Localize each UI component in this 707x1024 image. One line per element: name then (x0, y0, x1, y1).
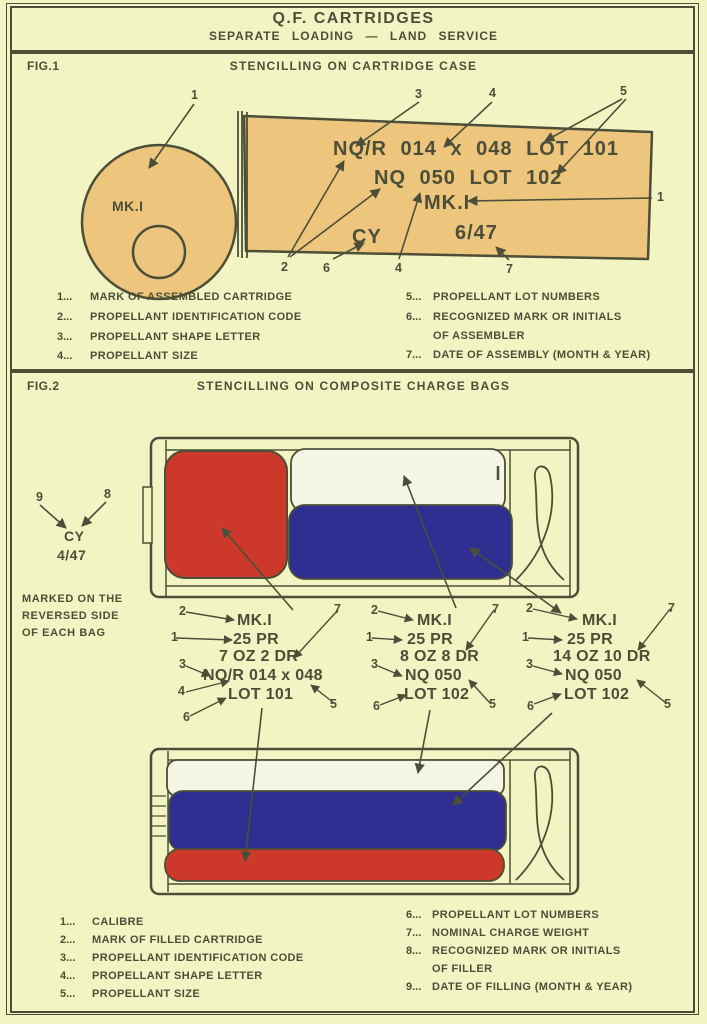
legend-num: 1... (60, 916, 76, 928)
group3-n3: 3 (526, 657, 533, 671)
fig1-case-initials: CY (352, 226, 382, 248)
group3-lot: LOT 102 (564, 686, 630, 703)
group2-lot: LOT 102 (404, 686, 470, 703)
base-ribs (152, 796, 166, 836)
fig1-callout-5: 5 (620, 84, 627, 98)
group2-n2: 2 (371, 603, 378, 617)
group3-mark: MK.I (582, 612, 617, 629)
group3-weight: 14 OZ 10 DR (553, 648, 651, 665)
legend-text: OF FILLER (432, 963, 493, 975)
group2-weight: 8 OZ 8 DR (400, 648, 480, 665)
legend-text: PROPELLANT SHAPE LETTER (92, 970, 263, 982)
fig1-callout-3: 3 (415, 87, 422, 101)
group1-code: NQ/R 014 x 048 (203, 667, 323, 684)
fig2-side-initials: CY (64, 528, 85, 544)
group2-n6: 6 (373, 699, 380, 713)
group1-n7: 7 (334, 602, 341, 616)
legend-text: DATE OF ASSEMBLY (MONTH & YEAR) (433, 349, 651, 361)
legend-num: 8... (406, 945, 422, 957)
group1-n6: 6 (183, 710, 190, 724)
group2-n7: 7 (492, 602, 499, 616)
legend-num: 2... (57, 311, 73, 323)
group2-n5: 5 (489, 697, 496, 711)
fig2-cartridge-bottom (151, 749, 578, 894)
group3-n1: 1 (522, 630, 529, 644)
fig1-case-line3: MK.I (424, 192, 471, 214)
fig2-label: FIG.2 (27, 379, 60, 393)
legend-num: 1... (57, 291, 73, 303)
legend-text: RECOGNIZED MARK OR INITIALS (433, 311, 622, 323)
bag-red-bottom-cartridge (165, 849, 504, 881)
legend-num: 3... (57, 331, 73, 343)
fig2-callout-9: 9 (36, 490, 43, 504)
fig1-cartridge-base (82, 145, 236, 299)
fig1-callout-4-bottom: 4 (395, 261, 402, 275)
legend-text: MARK OF ASSEMBLED CARTRIDGE (90, 291, 293, 303)
group3-n6: 6 (527, 699, 534, 713)
legend-text: OF ASSEMBLER (433, 330, 525, 342)
legend-num: 2... (60, 934, 76, 946)
fig1-callout-7: 7 (506, 262, 513, 276)
fig1-label: FIG.1 (27, 59, 60, 73)
fig1-callout-4-top: 4 (489, 86, 496, 100)
fig1-callout-6: 6 (323, 261, 330, 275)
legend-text: MARK OF FILLED CARTRIDGE (92, 934, 263, 946)
legend-num: 7... (406, 349, 422, 361)
fig1-callout-2: 2 (281, 260, 288, 274)
group1-n4: 4 (178, 684, 185, 698)
legend-num: 9... (406, 981, 422, 993)
fig1-case-line1: NQ/R 014 x 048 LOT 101 (333, 138, 620, 160)
fig2-side-note-line3: OF EACH BAG (22, 627, 106, 639)
legend-text: PROPELLANT IDENTIFICATION CODE (92, 952, 304, 964)
legend-text: PROPELLANT SIZE (92, 988, 201, 1000)
group2-calibre: 25 PR (407, 631, 453, 648)
igniter-loop (516, 466, 564, 580)
group1-calibre: 25 PR (233, 631, 279, 648)
primer-boss (143, 487, 152, 543)
legend-num: 5... (406, 291, 422, 303)
page-subtitle: SEPARATE LOADING — LAND SERVICE (208, 29, 499, 43)
fig2-side-note-line1: MARKED ON THE (22, 593, 123, 605)
legend-num: 3... (60, 952, 76, 964)
legend-num: 5... (60, 988, 76, 1000)
legend-num: 7... (406, 927, 422, 939)
bag-white-top-cartridge (291, 449, 505, 512)
group3-n2: 2 (526, 601, 533, 615)
group1-mark: MK.I (237, 612, 272, 629)
group1-n3: 3 (179, 657, 186, 671)
legend-num: 6... (406, 909, 422, 921)
fig2-side-note-line2: REVERSED SIDE (22, 610, 120, 622)
group2-code: NQ 050 (405, 667, 462, 684)
legend-text: PROPELLANT LOT NUMBERS (433, 291, 601, 303)
group1-weight: 7 OZ 2 DR (219, 648, 299, 665)
group1-n2: 2 (179, 604, 186, 618)
group1-n5: 5 (330, 697, 337, 711)
fig2-cartridge-top (143, 438, 578, 597)
fig2-side-date: 4/47 (57, 547, 87, 563)
legend-num: 6... (406, 311, 422, 323)
fig2-side-leaders (40, 502, 106, 528)
fig2-title: STENCILLING ON COMPOSITE CHARGE BAGS (196, 379, 511, 393)
legend-text: PROPELLANT SIZE (90, 350, 199, 362)
igniter-loop-bottom (516, 766, 564, 880)
bag-red-top-cartridge (165, 451, 287, 578)
legend-text: CALIBRE (92, 916, 144, 928)
legend-num: 4... (60, 970, 76, 982)
page-title: Q.F. CARTRIDGES (272, 10, 435, 27)
fig1-callout-1-right: 1 (657, 190, 664, 204)
legend-text: NOMINAL CHARGE WEIGHT (432, 927, 590, 939)
legend-text: PROPELLANT SHAPE LETTER (90, 331, 261, 343)
group2-n3: 3 (371, 657, 378, 671)
group2-mark: MK.I (417, 612, 452, 629)
group3-n7: 7 (668, 601, 675, 615)
group1-lot: LOT 101 (228, 686, 294, 703)
legend-text: DATE OF FILLING (MONTH & YEAR) (432, 981, 633, 993)
group3-n5: 5 (664, 697, 671, 711)
fig1-case-date: 6/47 (455, 222, 498, 244)
group1-n1: 1 (171, 630, 178, 644)
fig1-callout-1-top: 1 (191, 88, 198, 102)
fig2-callout-8: 8 (104, 487, 111, 501)
group3-code: NQ 050 (565, 667, 622, 684)
bag-blue-bottom-cartridge (169, 791, 506, 851)
fig1-base-mark: MK.I (112, 198, 144, 214)
legend-num: 4... (57, 350, 73, 362)
bag-blue-top-cartridge (289, 505, 512, 579)
fig1-title: STENCILLING ON CARTRIDGE CASE (229, 59, 478, 73)
legend-text: PROPELLANT LOT NUMBERS (432, 909, 600, 921)
legend-text: RECOGNIZED MARK OR INITIALS (432, 945, 621, 957)
legend-text: PROPELLANT IDENTIFICATION CODE (90, 311, 302, 323)
group3-calibre: 25 PR (567, 631, 613, 648)
group2-n1: 1 (366, 630, 373, 644)
fig1-case-line2: NQ 050 LOT 102 (374, 167, 563, 189)
